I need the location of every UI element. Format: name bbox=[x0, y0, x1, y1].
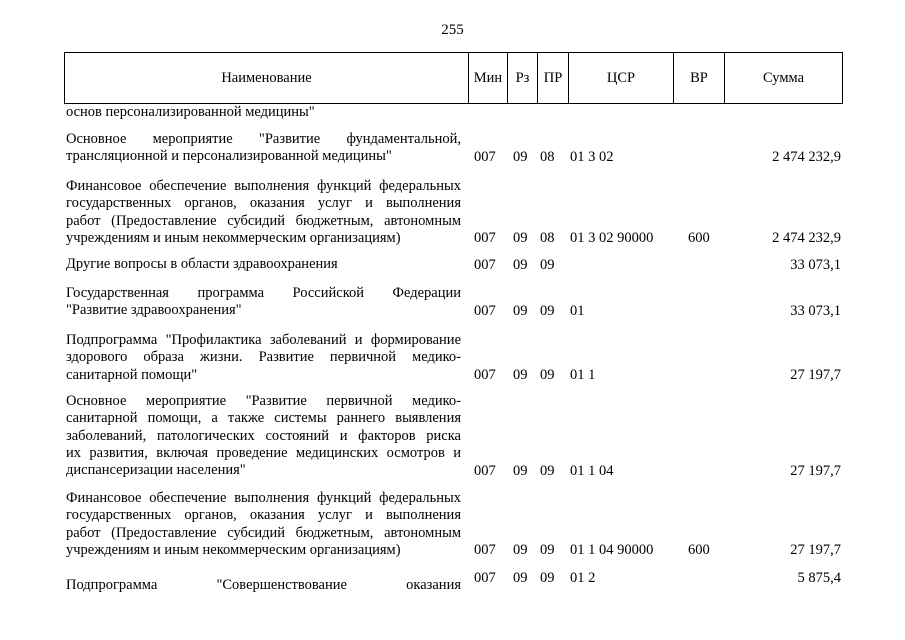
table-row bbox=[0, 332, 905, 384]
row-csr: 01 bbox=[570, 302, 585, 319]
row-vr: 600 bbox=[688, 229, 710, 246]
column-header-sum: Сумма bbox=[725, 53, 843, 104]
row-csr: 01 3 02 bbox=[570, 148, 614, 165]
row-name-line: учреждениям и иным некоммерческим организациям) bbox=[66, 541, 401, 558]
row-min: 007 bbox=[474, 569, 496, 586]
row-min: 007 bbox=[474, 229, 496, 246]
row-name-line: санитарной помощи" bbox=[66, 366, 198, 383]
row-name-line: основ персонализированной медицины" bbox=[66, 104, 315, 120]
row-csr: 01 1 bbox=[570, 366, 596, 383]
row-name-line: государственных органов, оказания услуг и выполнения bbox=[66, 507, 461, 524]
row-name bbox=[66, 393, 461, 479]
row-sum: 27 197,7 bbox=[790, 541, 841, 558]
row-name-line: Основное мероприятие "Развитие первичной медико- bbox=[66, 393, 461, 409]
row-rz: 09 bbox=[513, 366, 528, 383]
row-csr: 01 2 bbox=[570, 569, 596, 586]
row-name-line: трансляционной и персонализированной медицины" bbox=[66, 148, 392, 165]
row-min: 007 bbox=[474, 366, 496, 383]
row-csr: 01 3 02 90000 bbox=[570, 229, 654, 246]
table-row bbox=[0, 104, 905, 122]
row-vr: 600 bbox=[688, 541, 710, 558]
row-name-line: Подпрограмма "Профилактика заболеваний и формирование bbox=[66, 332, 461, 348]
row-name-line: их развития, включая проведение медицинских осмотров и bbox=[66, 444, 461, 461]
row-pr: 08 bbox=[540, 229, 555, 246]
row-pr: 09 bbox=[540, 541, 555, 558]
row-pr: 09 bbox=[540, 462, 555, 479]
row-name-line: Государственная программа Российской Федерации bbox=[66, 285, 461, 301]
row-csr: 01 1 04 bbox=[570, 462, 614, 479]
row-rz: 09 bbox=[513, 569, 528, 586]
row-name-line: Основное мероприятие "Развитие фундаментальной, bbox=[66, 131, 461, 147]
row-rz: 09 bbox=[513, 541, 528, 558]
row-name-line: здорового образа жизни. Развитие первичной медико- bbox=[66, 349, 461, 366]
row-min: 007 bbox=[474, 148, 496, 165]
row-sum: 27 197,7 bbox=[790, 462, 841, 479]
row-name-line: работ (Предоставление субсидий бюджетным, автономным bbox=[66, 524, 461, 541]
row-name-line: санитарной помощи, а также системы раннего выявления bbox=[66, 410, 461, 427]
table-header bbox=[64, 52, 843, 104]
row-name bbox=[66, 131, 461, 166]
row-name bbox=[66, 256, 461, 273]
row-name-line: Финансовое обеспечение выполнения функций федеральных bbox=[66, 178, 461, 194]
column-header-name: Наименование bbox=[65, 53, 469, 104]
column-header-rz: Рз bbox=[508, 53, 538, 104]
row-name-line: заболеваний, патологических состояний и факторов риска bbox=[66, 427, 461, 444]
page-number: 255 bbox=[441, 22, 464, 38]
row-name-line: государственных органов, оказания услуг и выполнения bbox=[66, 195, 461, 212]
table-row bbox=[0, 285, 905, 320]
column-header-vr: ВР bbox=[674, 53, 725, 104]
column-header-min: Мин bbox=[469, 53, 508, 104]
row-pr: 09 bbox=[540, 569, 555, 586]
row-pr: 09 bbox=[540, 366, 555, 383]
row-name-line: Другие вопросы в области здравоохранения bbox=[66, 256, 338, 272]
column-header-pr: ПР bbox=[538, 53, 569, 104]
table-row bbox=[0, 178, 905, 247]
row-sum: 27 197,7 bbox=[790, 366, 841, 383]
row-csr: 01 1 04 90000 bbox=[570, 541, 654, 558]
table-row bbox=[0, 131, 905, 166]
row-pr: 09 bbox=[540, 302, 555, 319]
row-sum: 33 073,1 bbox=[790, 256, 841, 273]
row-min: 007 bbox=[474, 256, 496, 273]
row-rz: 09 bbox=[513, 462, 528, 479]
row-sum: 2 474 232,9 bbox=[772, 148, 841, 165]
row-sum: 33 073,1 bbox=[790, 302, 841, 319]
row-name bbox=[66, 332, 461, 384]
row-rz: 09 bbox=[513, 302, 528, 319]
table-row bbox=[0, 490, 905, 559]
row-min: 007 bbox=[474, 302, 496, 319]
row-pr: 09 bbox=[540, 256, 555, 273]
row-name bbox=[66, 490, 461, 559]
row-sum: 5 875,4 bbox=[797, 569, 841, 586]
row-name bbox=[66, 178, 461, 247]
table-row bbox=[0, 256, 905, 274]
row-min: 007 bbox=[474, 462, 496, 479]
row-name-line: работ (Предоставление субсидий бюджетным, автономным bbox=[66, 212, 461, 229]
row-name-line: диспансеризации населения" bbox=[66, 462, 246, 479]
row-name-line: учреждениям и иным некоммерческим организациям) bbox=[66, 229, 401, 246]
row-name-line: "Развитие здравоохранения" bbox=[66, 302, 242, 319]
row-pr: 08 bbox=[540, 148, 555, 165]
row-min: 007 bbox=[474, 541, 496, 558]
row-name bbox=[66, 104, 461, 121]
table-row bbox=[0, 393, 905, 480]
row-rz: 09 bbox=[513, 148, 528, 165]
row-name-line: Финансовое обеспечение выполнения функций федеральных bbox=[66, 490, 461, 506]
row-name-line: Подпрограмма "Совершенствование оказания bbox=[66, 577, 461, 593]
row-name bbox=[66, 577, 461, 594]
column-header-csr: ЦСР bbox=[569, 53, 674, 104]
row-sum: 2 474 232,9 bbox=[772, 229, 841, 246]
row-name bbox=[66, 285, 461, 320]
row-rz: 09 bbox=[513, 229, 528, 246]
table-row bbox=[0, 569, 905, 593]
row-rz: 09 bbox=[513, 256, 528, 273]
